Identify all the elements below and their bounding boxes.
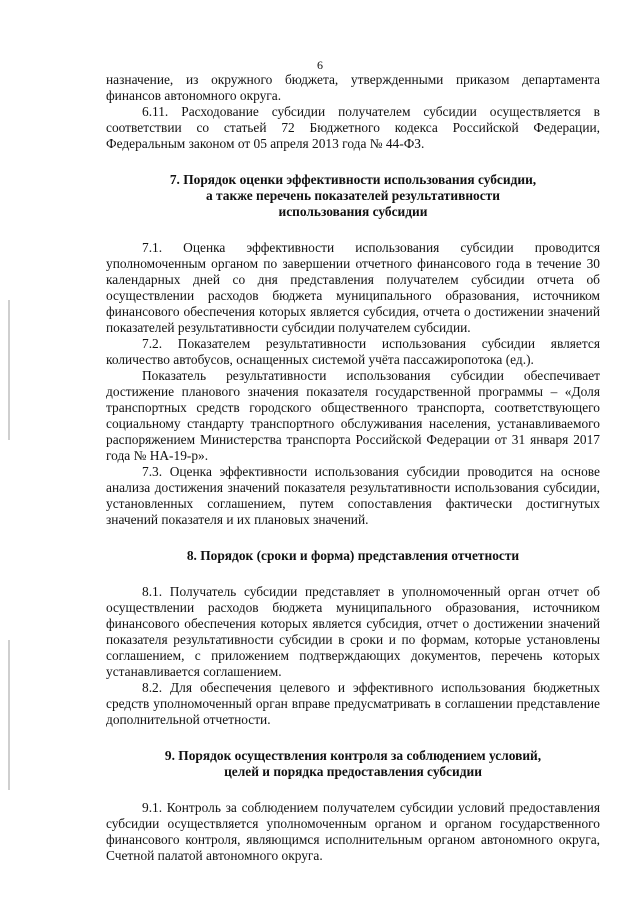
paragraph-7-2: 7.2. Показателем результативности использования субсидии является количество автобусов, оснащенных системой учёта пассажиропотока (ед.).	[106, 336, 600, 367]
paragraph-7-2-indicator: Показатель результативности использования субсидии обеспечивает достижение планового значения показателя государственной программы – «Доля транспортных средств городского общественного транспорта, соответствующего социальному стандарту транспортного обслуживания населения, устанавливаемого распоряжением Министерства транспорта Российской Федерации от 31 января 2017 года № НА-19-р».	[106, 368, 600, 463]
heading-line: 8. Порядок (сроки и форма) представления отчетности	[186, 548, 520, 563]
section-7-heading	[106, 172, 600, 220]
heading-line: а также перечень показателей результативности	[206, 188, 500, 203]
paragraph-6-11: 6.11. Расходование субсидии получателем субсидии осуществляется в соответствии со статьей 72 Бюджетного кодекса Российской Федерации, Федеральным законом от 05 апреля 2013 года № 44-ФЗ.	[106, 104, 600, 151]
paragraph-7-1: 7.1. Оценка эффективности использования субсидии проводится уполномоченным органом по завершении отчетного финансового года в течение 30 календарных дней со дня представления получателем субсидии отчета об осуществлении расходов бюджета муниципального образования, источником финансового обеспечения которых является субсидия, отчета о достижении значений показателей результативности субсидии получателем субсидии.	[106, 240, 600, 335]
paragraph-8-1: 8.1. Получатель субсидии представляет в уполномоченный орган отчет об осуществлении расходов бюджета муниципального образования, источником финансового обеспечения которых является субсидия, отчет о достижении значений показателя результативности субсидии в сроки и по формам, которые установлены соглашением, с приложением подтверждающих документов, перечень которых устанавливается соглашением.	[106, 584, 600, 679]
section-9-heading	[106, 748, 600, 780]
paragraph-8-2: 8.2. Для обеспечения целевого и эффективного использования бюджетных средств уполномоченный орган вправе предусматривать в соглашении представление дополнительной отчетности.	[106, 680, 600, 727]
paragraph-9-1: 9.1. Контроль за соблюдением получателем субсидии условий предоставления субсидии осуществляется уполномоченным органом и органом государственного финансового контроля, являющимся исполнительным органом автономного округа, Счетной палатой автономного округа.	[106, 800, 600, 863]
scan-margin-shadow	[8, 300, 10, 440]
paragraph-continuation: назначение, из окружного бюджета, утвержденными приказом департамента финансов автономного округа.	[106, 72, 600, 103]
section-8-heading	[106, 548, 600, 564]
page-number: 6	[317, 58, 323, 72]
document-body	[106, 72, 600, 864]
paragraph-7-3: 7.3. Оценка эффективности использования субсидии проводится на основе анализа достижения значений показателя результативности использования субсидии, установленных соглашением, путем сопоставления фактически достигнутых значений показателя и их плановых значений.	[106, 464, 600, 527]
heading-line: 7. Порядок оценки эффективности использования субсидии,	[169, 172, 537, 187]
heading-line: 9. Порядок осуществления контроля за соблюдением условий,	[164, 748, 542, 763]
heading-line: использования субсидии	[278, 204, 428, 219]
scan-margin-shadow	[8, 640, 10, 790]
heading-line: целей и порядка предоставления субсидии	[224, 764, 482, 779]
